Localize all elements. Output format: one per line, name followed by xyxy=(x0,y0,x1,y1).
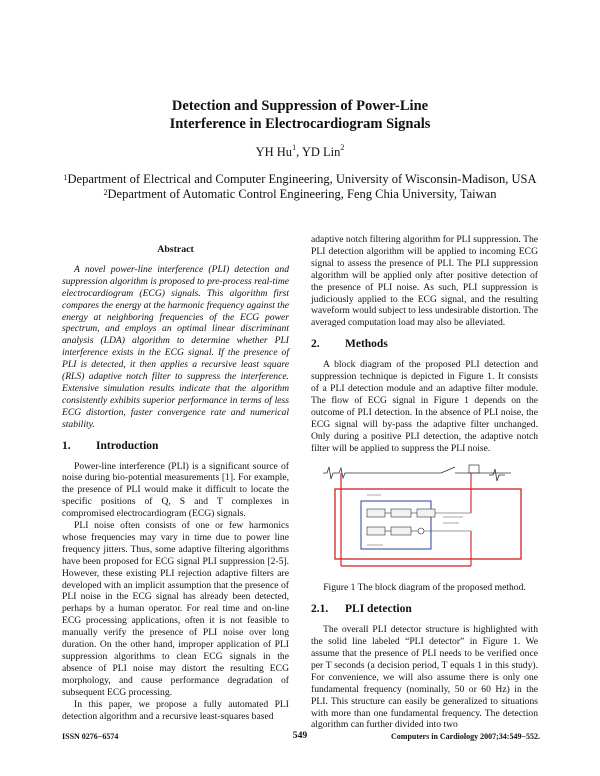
intro-number: 1. xyxy=(62,439,71,452)
right-column xyxy=(311,234,538,731)
author-1-sup: 1 xyxy=(292,143,297,152)
footer-journal: Computers in Cardiology 2007;34:549−552. xyxy=(391,732,540,741)
intro-paragraph-3: In this paper, we propose a fully automated PLI detection algorithm and a recursive least-squares based xyxy=(62,698,289,722)
author-2: YD Lin xyxy=(301,145,341,159)
subsection-heading xyxy=(311,604,538,616)
block-lda xyxy=(417,509,435,517)
left-column xyxy=(62,234,289,722)
block-rls xyxy=(391,527,411,535)
affiliations xyxy=(0,172,600,202)
block-diagram-svg xyxy=(321,461,531,577)
subsection-title: PLI detection xyxy=(345,603,412,616)
ecg-output-waveform xyxy=(489,469,505,481)
affiliation-1 xyxy=(0,172,600,187)
footer-issn: ISSN 0276−6574 xyxy=(62,732,119,741)
methods-title: Methods xyxy=(345,338,388,351)
block-fft xyxy=(367,509,385,517)
subsection-number: 2.1. xyxy=(311,603,329,616)
intro-title: Introduction xyxy=(96,439,159,452)
methods-paragraph-1: A block diagram of the proposed PLI detection and suppression technique is depicted in Figure 1. It consists of a PLI detection module and an adaptive filter module. The flow of ECG signal in Figure 1 depends on the outcome of PLI detection. In the absence of PLI noise, the ECG signal will by-pass the adaptive filter unchanged. Only during a positive PLI detection, the adaptive notch filter will be applied to suppress the PLI noise. xyxy=(311,359,538,454)
affiliation-2 xyxy=(0,187,600,202)
abstract-heading: Abstract xyxy=(157,244,194,255)
block-reference xyxy=(367,527,385,535)
author-1: YH Hu xyxy=(255,145,293,159)
methods-number: 2. xyxy=(311,338,320,351)
adaptive-filter-outline xyxy=(361,501,431,549)
ecg-input-waveform xyxy=(323,467,351,479)
block-diagram-figure xyxy=(321,461,531,577)
author-separator: , xyxy=(296,145,302,159)
figure-caption: Figure 1 The block diagram of the proposed method. xyxy=(323,582,526,594)
intro-continued: adaptive notch filtering algorithm for PLI suppression. The PLI detection algorithm will be applied to incoming ECG signal to assess the presence of PLI. The PLI suppression algorithm will be applied only after positive detection of the presence of PLI noise. As such, PLI suppression is judiciously applied to the ECG signal, and the resulting waveform would subject to less undesirable distortion. The averaged computation load may also be alleviated. xyxy=(311,234,538,329)
summing-node xyxy=(418,528,424,534)
title-line-2: Interference in Electrocardiogram Signals xyxy=(169,116,431,132)
intro-paragraph-1: Power-line interference (PLI) is a significant source of noise during bio-potential measurements [1]. For example, the presence of PLI would make it difficult to locate the specific positions of Q, S and T complexes in compromised electrocardiogram (ECG) signals. xyxy=(62,460,289,520)
author-2-sup: 2 xyxy=(340,143,345,152)
subsection-paragraph-1: The overall PLI detector structure is highlighted with the solid line labeled “PLI detector” in Figure 1. We assume that the presence of PLI needs to be verified once per T seconds (a decision period, T equals 1 in this study). For convenience, we will also assume there is only one fundamental frequency (nominally, 50 or 60 Hz) in the PLI. This structure can easily be generalized to situations with more than one fundamental frequency. The detection algorithm can further divided into two xyxy=(311,624,538,731)
affiliation-2-text: Department of Automatic Control Engineering, Feng Chia University, Taiwan xyxy=(107,187,497,201)
abstract-text: A novel power-line interference (PLI) detection and suppression algorithm is proposed to pre-process real-time electrocardiogram (ECG) signals. This algorithm first compares the energy at the harmonic frequency against the energy at neighboring frequencies of the ECG power spectrum, and employs an optimal linear discriminant analysis (LDA) algorithm to determine whether PLI interference exists in the ECG signal. If the presence of PLI is detected, it then applies a recursive least square (RLS) adaptive notch filter to suppress the interference. Extensive simulation results indicate that the algorithm consistently exhibits superior performance in terms of less ECG distortion, faster convergence rate and numerical stability. xyxy=(62,263,289,430)
block-energy xyxy=(391,509,411,517)
intro-heading xyxy=(62,441,289,453)
methods-heading xyxy=(311,339,538,351)
affiliation-2-sup: 2 xyxy=(103,188,108,197)
affiliation-1-sup: 1 xyxy=(63,173,68,182)
paper-title xyxy=(0,97,600,133)
intro-paragraph-2: PLI noise often consists of one or few harmonics whose frequencies may vary in time due to power line frequency jitters. Thus, some adaptive filtering algorithms have been proposed for ECG signal PLI suppression [2-5]. However, these existing PLI rejection adaptive filters are developed with an implicit assumption that the presence of PLI noise in the ECG signal has already been detected, perhaps by a human operator. For real time and on-line ECG processing applications, often it is not feasible to manually verify the presence of PLI noise over long duration. On the other hand, improper application of PLI suppression algorithms to clean ECG signals in the absence of PLI noise may distort the resulting ECG morphology, and cause performance degradation of subsequent ECG processing. xyxy=(62,520,289,698)
title-line-1: Detection and Suppression of Power-Line xyxy=(171,98,429,114)
footer-page-number: 549 xyxy=(292,730,308,741)
authors xyxy=(0,145,600,160)
affiliation-1-text: Department of Electrical and Computer Engineering, University of Wisconsin-Madison, USA xyxy=(67,172,537,186)
switch-box xyxy=(469,465,479,473)
bypass-switch xyxy=(441,467,455,473)
